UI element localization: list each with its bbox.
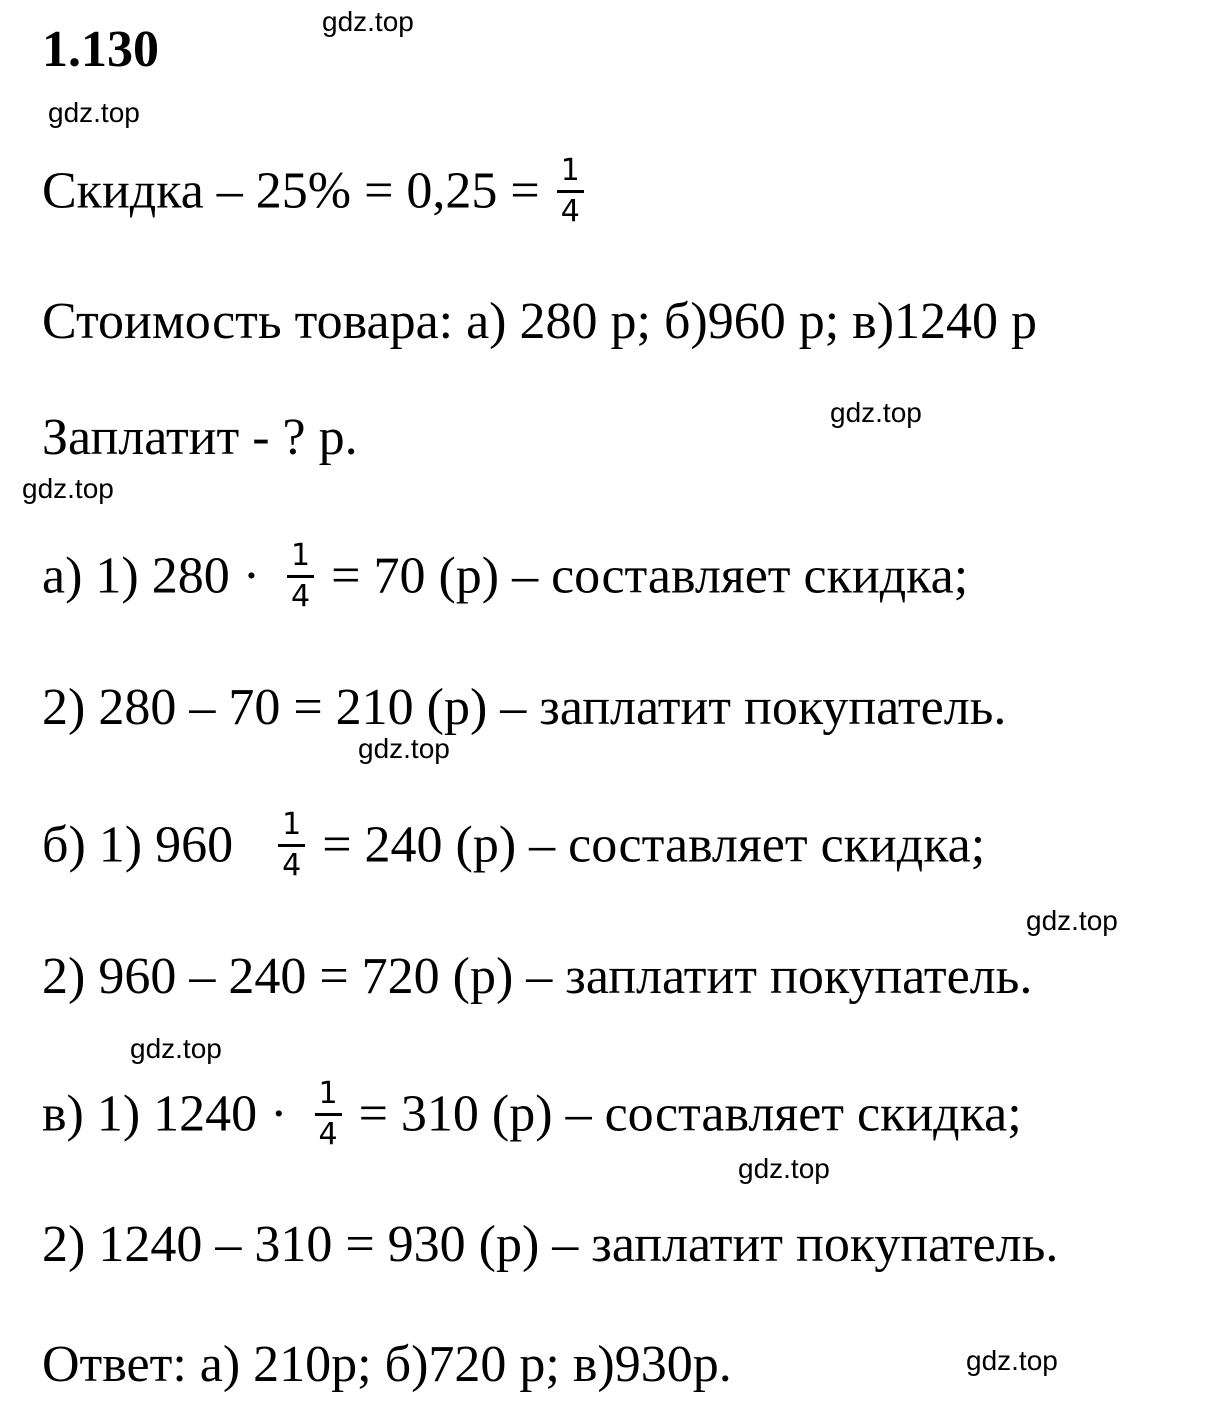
fraction-numerator: 1 <box>557 154 584 193</box>
step-c1-suffix: = 310 (р) – составляет скидка; <box>358 1085 1022 1143</box>
step-c1 <box>42 1076 1022 1156</box>
step-a1-prefix: а) 1) 280 · <box>42 547 261 605</box>
step-b1-prefix: б) 1) 960 <box>42 816 234 874</box>
step-a1 <box>42 538 969 618</box>
fraction-denominator: 4 <box>318 1117 338 1152</box>
watermark: gdz.top <box>966 1345 1058 1376</box>
watermark: gdz.top <box>130 1033 222 1064</box>
fraction-denominator: 4 <box>291 579 311 614</box>
problem-number: 1.130 <box>42 21 159 78</box>
step-a2: 2) 280 – 70 = 210 (р) – заплатит покупатель. <box>42 679 1007 736</box>
fraction-numerator: 1 <box>287 539 314 578</box>
fraction-denominator: 4 <box>560 194 580 229</box>
watermark: gdz.top <box>358 733 450 764</box>
fraction-one-quarter <box>315 1077 342 1152</box>
watermark: gdz.top <box>22 473 114 504</box>
watermark: gdz.top <box>1026 905 1118 936</box>
step-b2: 2) 960 – 240 = 720 (р) – заплатит покупатель. <box>42 948 1033 1005</box>
watermark: gdz.top <box>738 1153 830 1184</box>
discount-text: Скидка – 25% = 0,25 = <box>42 162 540 220</box>
step-c1-prefix: в) 1) 1240 · <box>42 1085 288 1143</box>
fraction-numerator: 1 <box>315 1077 342 1116</box>
given-cost: Стоимость товара: а) 280 р; б)960 р; в)1240 р <box>42 293 1038 350</box>
given-discount <box>42 153 588 233</box>
step-c2: 2) 1240 – 310 = 930 (р) – заплатит покупатель. <box>42 1216 1059 1273</box>
fraction-one-quarter <box>287 539 314 614</box>
step-a1-suffix: = 70 (р) – составляет скидка; <box>331 547 969 605</box>
fraction-one-quarter <box>557 154 584 229</box>
watermark: gdz.top <box>830 397 922 428</box>
fraction-denominator: 4 <box>282 848 302 883</box>
step-b1-suffix: = 240 (р) – составляет скидка; <box>322 816 986 874</box>
fraction-one-quarter <box>278 808 305 883</box>
given-find: Заплатит - ? р. <box>42 409 358 466</box>
fraction-numerator: 1 <box>278 808 305 847</box>
watermark: gdz.top <box>48 97 140 128</box>
answer: Ответ: а) 210р; б)720 р; в)930р. <box>42 1336 732 1393</box>
step-b1 <box>42 807 986 887</box>
watermark: gdz.top <box>322 6 414 37</box>
